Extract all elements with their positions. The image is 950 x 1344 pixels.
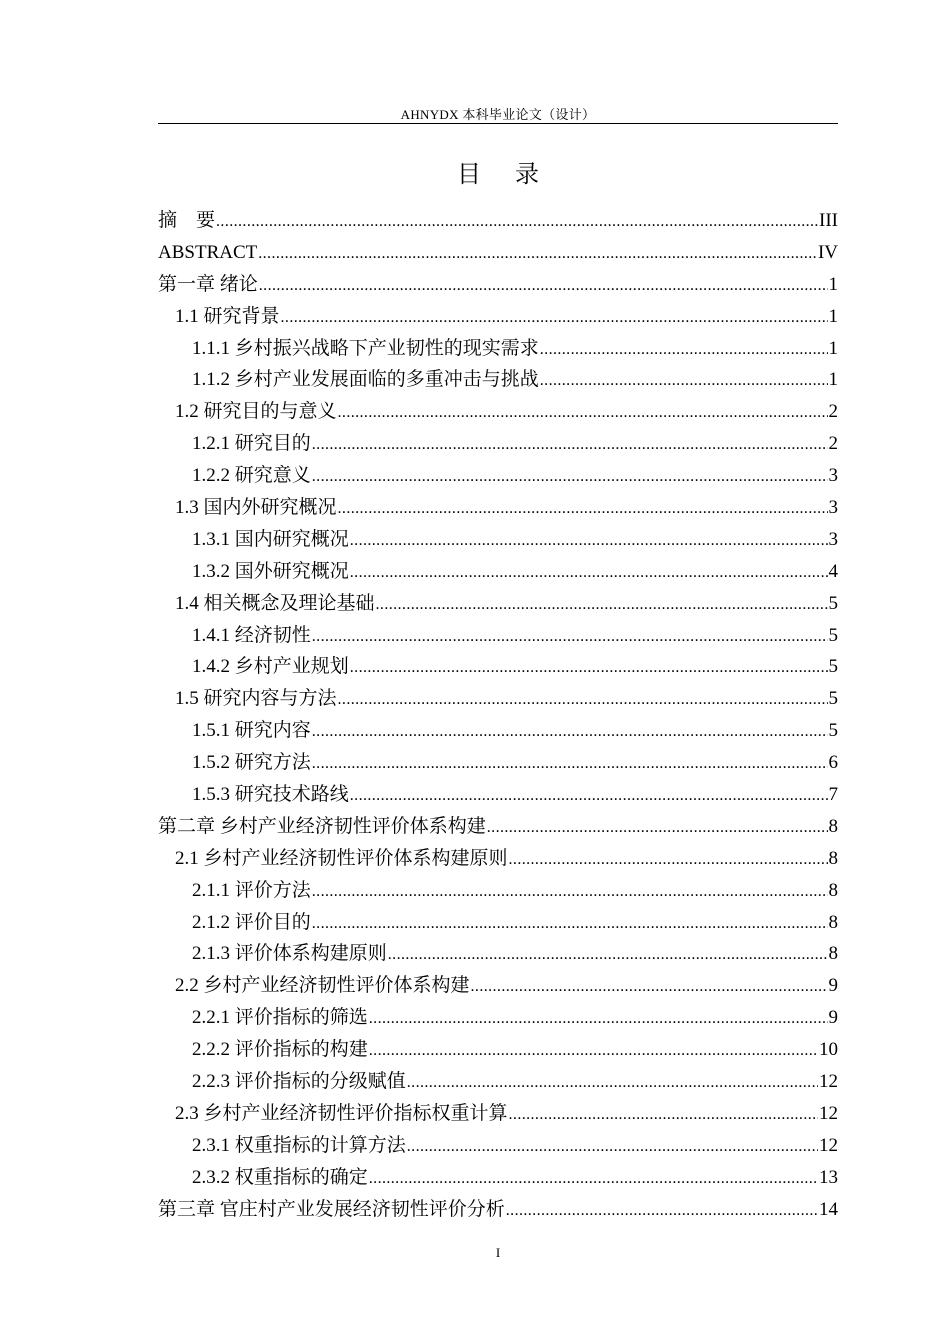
- dot-leader: [312, 876, 828, 908]
- dot-leader: [388, 939, 828, 971]
- toc-entry-label: 1.2.2 研究意义: [192, 465, 311, 487]
- toc-entry[interactable]: [158, 556, 838, 588]
- toc-entry-page: 13: [819, 1166, 838, 1188]
- toc-entry-label: 2.1 乡村产业经济韧性评价体系构建原则: [175, 847, 508, 869]
- toc-entry[interactable]: [158, 970, 838, 1002]
- dot-leader: [281, 302, 828, 334]
- toc-entry[interactable]: [158, 301, 838, 333]
- toc-entry-label: 摘 要: [158, 210, 216, 231]
- toc-entry-label: 2.2 乡村产业经济韧性评价体系构建: [175, 975, 470, 997]
- toc-entry-label: ABSTRACT: [158, 241, 258, 263]
- toc-entry-page: 14: [819, 1198, 838, 1220]
- toc-entry-page: 10: [819, 1039, 838, 1061]
- toc-entry-page: 1: [828, 337, 838, 359]
- toc-entry[interactable]: [158, 747, 838, 779]
- header-rule: [158, 123, 838, 124]
- toc-entry[interactable]: [158, 620, 838, 652]
- toc-entry-page: 1: [828, 369, 838, 391]
- dot-leader: [312, 716, 828, 748]
- toc-entry-page: 8: [828, 815, 838, 837]
- toc-entry-label: 2.2.3 评价指标的分级赋值: [192, 1071, 406, 1093]
- dot-leader: [350, 557, 828, 589]
- toc-entry-label: 1.1.2 乡村产业发展面临的多重冲击与挑战: [192, 369, 539, 391]
- toc-entry[interactable]: [158, 428, 838, 460]
- dot-leader: [407, 1067, 818, 1099]
- toc-entry[interactable]: [158, 492, 838, 524]
- toc-entry-page: 5: [828, 592, 838, 614]
- dot-leader: [509, 844, 828, 876]
- toc-entry[interactable]: [158, 683, 838, 715]
- dot-leader: [338, 493, 828, 525]
- toc-entry-label: 2.1.3 评价体系构建原则: [192, 943, 387, 965]
- toc-title: 目 录: [457, 162, 553, 188]
- toc-entry-label: 2.2.1 评价指标的筛选: [192, 1007, 368, 1029]
- page-number: I: [495, 1245, 501, 1260]
- dot-leader: [312, 748, 828, 780]
- toc-entry[interactable]: [158, 938, 838, 970]
- dot-leader: [350, 652, 828, 684]
- toc-entry-page: 5: [828, 688, 838, 710]
- toc-entry-label: 1.1.1 乡村振兴战略下产业韧性的现实需求: [192, 337, 539, 359]
- toc-entry[interactable]: [158, 524, 838, 556]
- toc-entry[interactable]: [158, 460, 838, 492]
- dot-leader: [338, 684, 828, 716]
- toc-entry-label: 2.3.2 权重指标的确定: [192, 1166, 368, 1188]
- dot-leader: [312, 621, 828, 653]
- toc-entry-page: 5: [828, 656, 838, 678]
- toc-entry[interactable]: [158, 875, 838, 907]
- dot-leader: [350, 780, 828, 812]
- toc-entry-page: 12: [819, 1071, 838, 1093]
- toc-entry[interactable]: [158, 715, 838, 747]
- toc-entry[interactable]: [158, 651, 838, 683]
- toc-entry-page: 2: [828, 433, 838, 455]
- toc-entry[interactable]: [158, 779, 838, 811]
- toc-entry-label: 1.4.1 经济韧性: [192, 624, 311, 646]
- toc-entry-label: 1.3.2 国外研究概况: [192, 560, 349, 582]
- toc-entry-page: 1: [828, 305, 838, 327]
- dot-leader: [258, 238, 817, 270]
- toc-entry-page: 3: [828, 497, 838, 519]
- toc-entry-page: 12: [819, 1134, 838, 1156]
- dot-leader: [350, 525, 828, 557]
- dot-leader: [376, 589, 828, 621]
- toc-entry-label: 1.2 研究目的与意义: [175, 401, 337, 423]
- dot-leader: [312, 908, 828, 940]
- dot-leader: [540, 365, 828, 397]
- toc-entry[interactable]: [158, 907, 838, 939]
- toc-entry[interactable]: [158, 843, 838, 875]
- toc-entry-page: 3: [828, 528, 838, 550]
- toc-entry[interactable]: [158, 396, 838, 428]
- toc-entry-label: 1.3 国内外研究概况: [175, 497, 337, 519]
- toc-entry-label: 1.3.1 国内研究概况: [192, 528, 349, 550]
- toc-entry-page: 9: [828, 1007, 838, 1029]
- dot-leader: [471, 971, 828, 1003]
- table-of-contents: [158, 205, 838, 1226]
- toc-entry-label: 1.4 相关概念及理论基础: [175, 592, 375, 614]
- toc-entry-page: 6: [828, 752, 838, 774]
- dot-leader: [369, 1163, 818, 1195]
- toc-entry-page: 8: [828, 911, 838, 933]
- toc-entry-page: 5: [828, 624, 838, 646]
- dot-leader: [540, 334, 828, 366]
- toc-entry-label: 2.1.2 评价目的: [192, 911, 311, 933]
- toc-entry-page: III: [819, 210, 838, 231]
- toc-entry-label: 第一章 绪论: [158, 273, 258, 295]
- toc-entry-page: 2: [828, 401, 838, 423]
- toc-entry-page: 9: [828, 975, 838, 997]
- toc-entry[interactable]: [158, 1034, 838, 1066]
- toc-entry[interactable]: [158, 333, 838, 365]
- toc-entry-label: 2.2.2 评价指标的构建: [192, 1039, 368, 1061]
- dot-leader: [487, 812, 828, 844]
- toc-entry-label: 第二章 乡村产业经济韧性评价体系构建: [158, 815, 486, 837]
- toc-entry-label: 1.5 研究内容与方法: [175, 688, 337, 710]
- dot-leader: [509, 1099, 818, 1131]
- toc-entry[interactable]: [158, 1194, 838, 1226]
- toc-entry[interactable]: [158, 588, 838, 620]
- dot-leader: [338, 397, 828, 429]
- dot-leader: [407, 1131, 818, 1163]
- dot-leader: [216, 206, 818, 238]
- dot-leader: [312, 429, 828, 461]
- toc-entry[interactable]: [158, 1162, 838, 1194]
- toc-entry[interactable]: [158, 237, 838, 269]
- dot-leader: [312, 461, 828, 493]
- toc-entry-label: 第三章 官庄村产业发展经济韧性评价分析: [158, 1198, 505, 1220]
- toc-entry-label: 2.1.1 评价方法: [192, 879, 311, 901]
- toc-entry-page: 5: [828, 720, 838, 742]
- toc-entry-page: 12: [819, 1102, 838, 1124]
- toc-entry-page: 8: [828, 847, 838, 869]
- toc-entry-label: 2.3 乡村产业经济韧性评价指标权重计算: [175, 1102, 508, 1124]
- toc-entry[interactable]: [158, 1066, 838, 1098]
- toc-entry[interactable]: [158, 1098, 838, 1130]
- toc-entry[interactable]: [158, 269, 838, 301]
- dot-leader: [259, 270, 828, 302]
- toc-entry-page: 7: [828, 784, 838, 806]
- dot-leader: [369, 1003, 828, 1035]
- toc-entry-label: 1.5.1 研究内容: [192, 720, 311, 742]
- toc-entry-page: IV: [817, 241, 838, 263]
- toc-entry-label: 1.5.2 研究方法: [192, 752, 311, 774]
- toc-entry-label: 1.5.3 研究技术路线: [192, 784, 349, 806]
- toc-entry[interactable]: [158, 364, 838, 396]
- toc-entry-page: 8: [828, 879, 838, 901]
- toc-entry-label: 1.2.1 研究目的: [192, 433, 311, 455]
- toc-entry-page: 4: [828, 560, 838, 582]
- toc-entry-page: 8: [828, 943, 838, 965]
- running-header: AHNYDX 本科毕业论文（设计）: [400, 107, 596, 122]
- toc-entry-label: 1.1 研究背景: [175, 305, 280, 327]
- dot-leader: [506, 1195, 818, 1227]
- toc-entry-label: 2.3.1 权重指标的计算方法: [192, 1134, 406, 1156]
- dot-leader: [369, 1035, 818, 1067]
- toc-entry[interactable]: [158, 1130, 838, 1162]
- toc-entry-page: 3: [828, 465, 838, 487]
- toc-entry[interactable]: [158, 205, 838, 237]
- toc-entry-page: 1: [828, 273, 838, 295]
- toc-entry[interactable]: [158, 811, 838, 843]
- toc-entry[interactable]: [158, 1002, 838, 1034]
- toc-entry-label: 1.4.2 乡村产业规划: [192, 656, 349, 678]
